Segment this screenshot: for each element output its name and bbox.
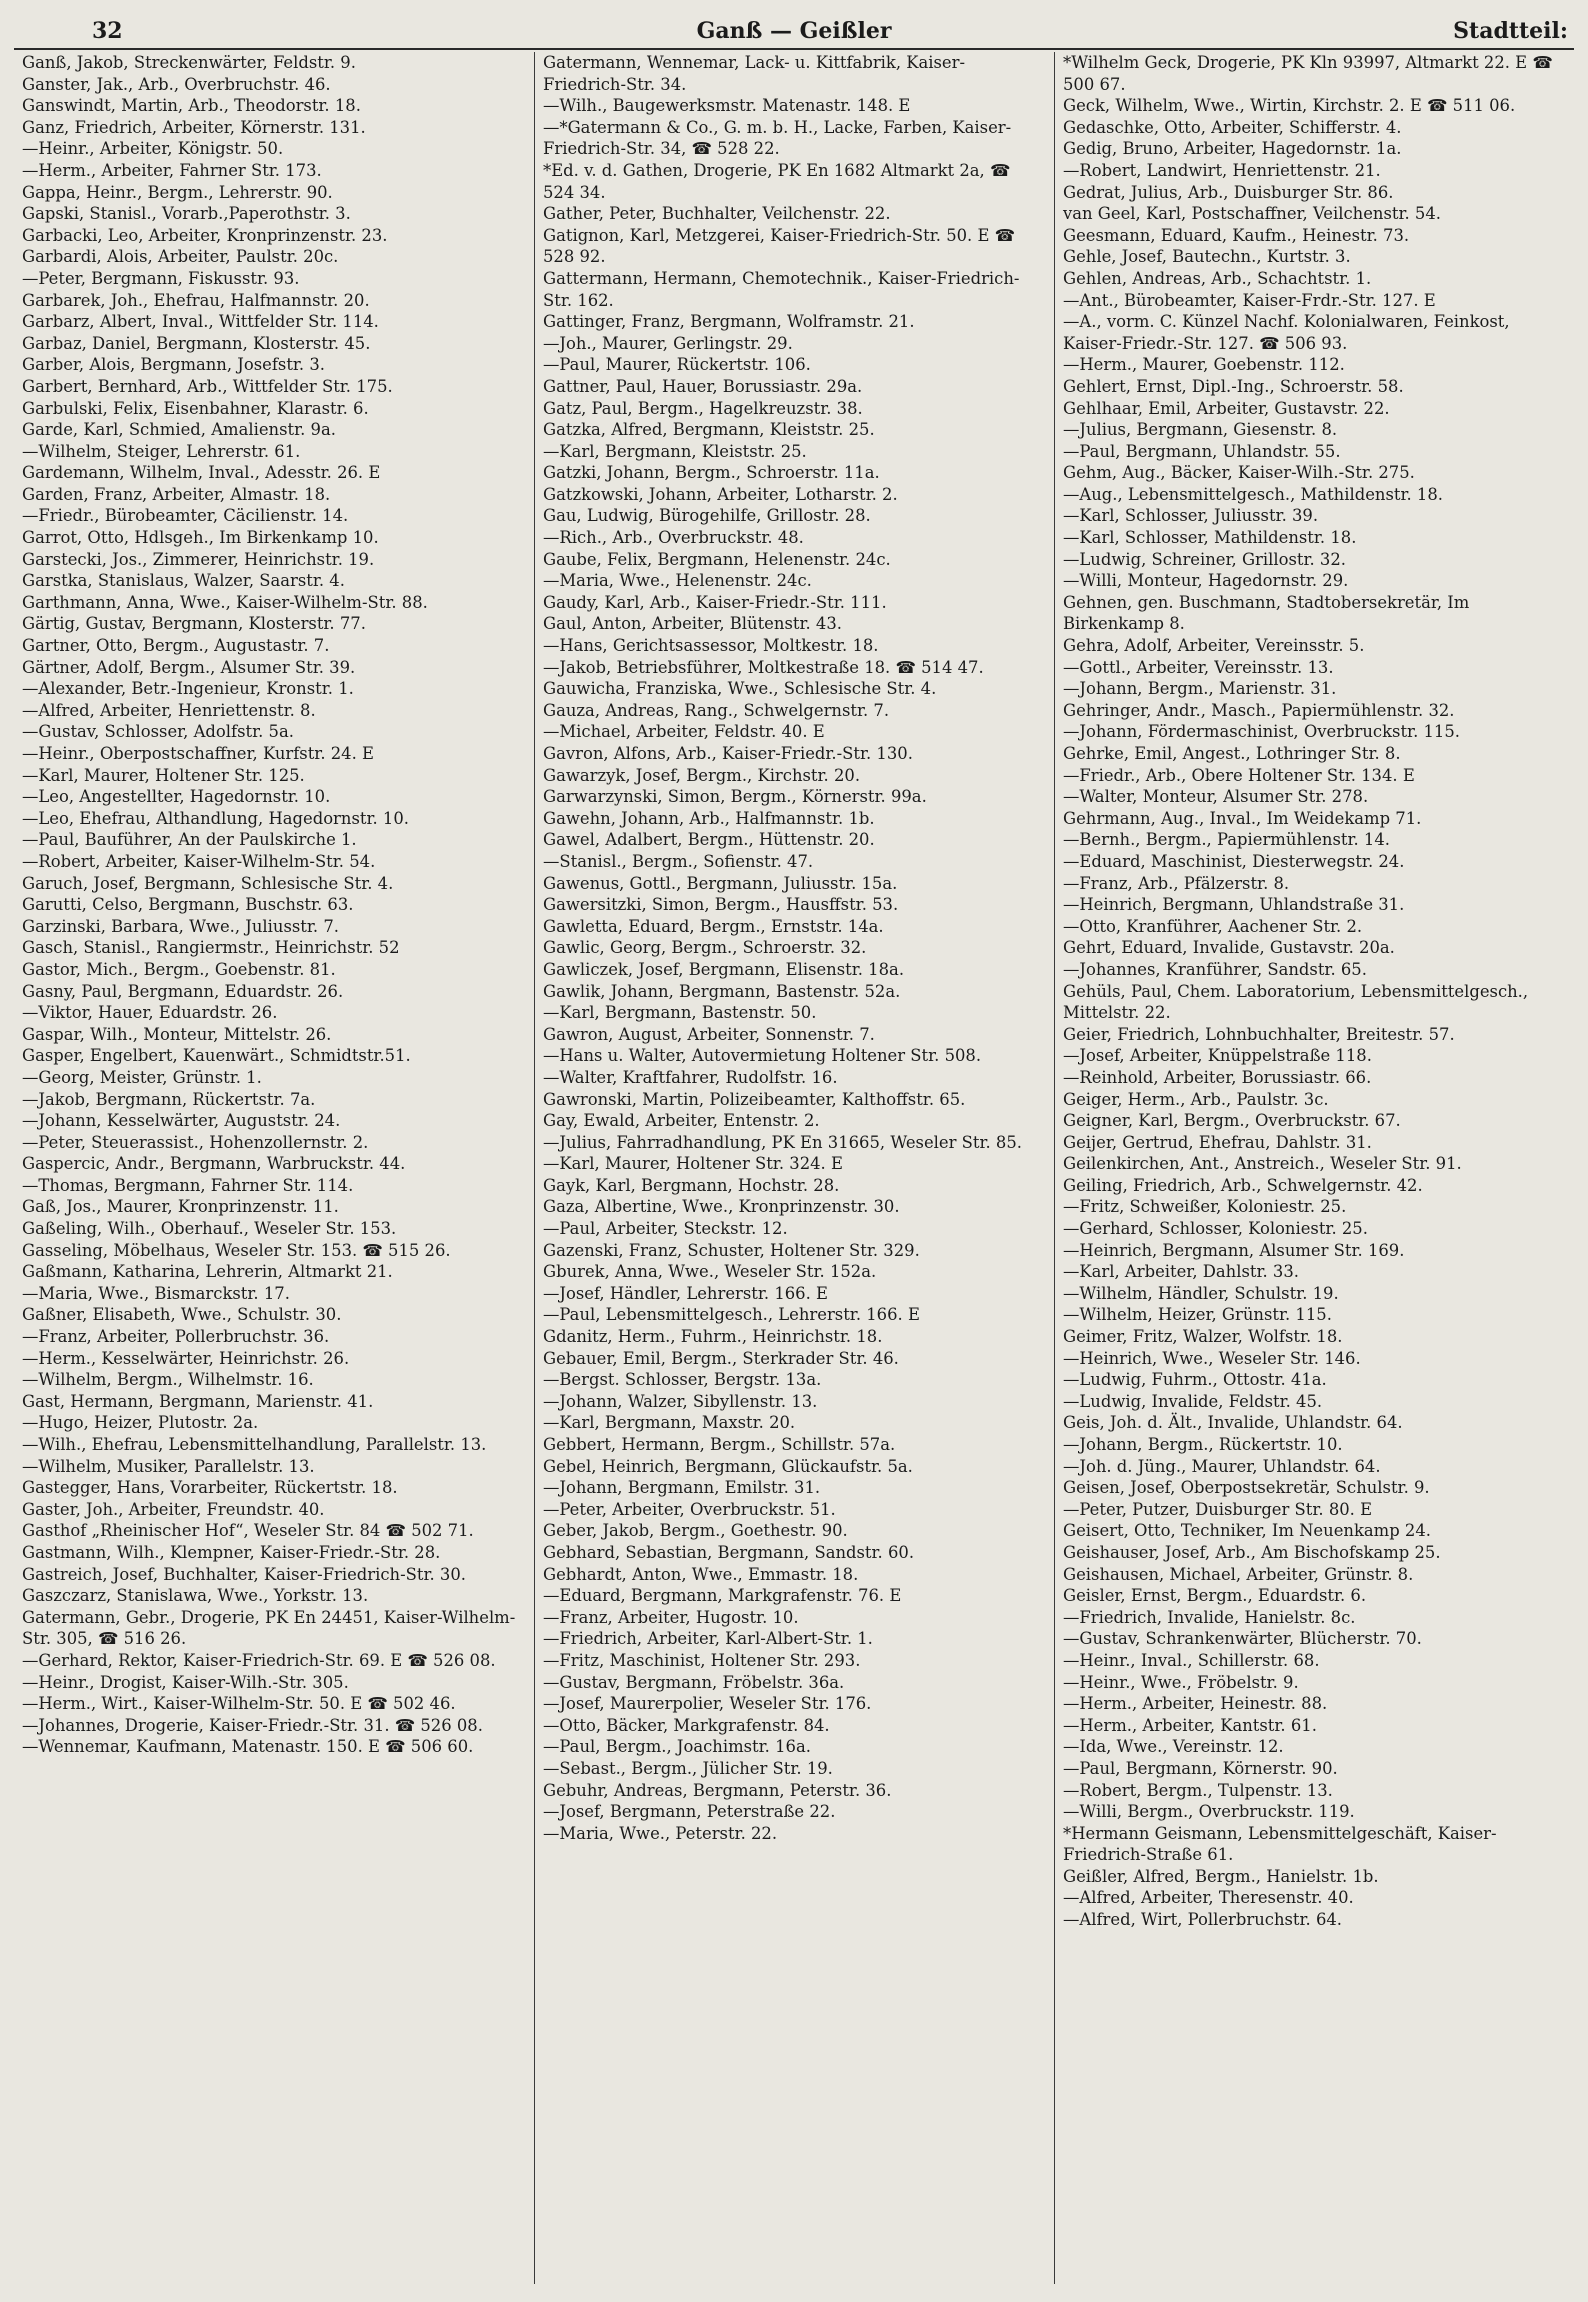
directory-entry: Geishauser, Josef, Arb., Am Bischofskamp 25. [1063, 1542, 1441, 1562]
directory-entry: —Hugo, Heizer, Plutostr. 2a. [22, 1413, 259, 1433]
directory-entry: Gayk, Karl, Bergmann, Hochstr. 28. [543, 1175, 840, 1195]
directory-entry: Gay, Ewald, Arbeiter, Entenstr. 2. [543, 1111, 820, 1131]
directory-entry: —Johann, Kesselwärter, Auguststr. 24. [22, 1111, 341, 1131]
directory-entry: —Alfred, Arbeiter, Henriettenstr. 8. [22, 700, 316, 720]
directory-entry: Gasny, Paul, Bergmann, Eduardstr. 26. [22, 981, 344, 1001]
directory-entry: —Robert, Bergm., Tulpenstr. 13. [1063, 1780, 1333, 1800]
directory-entry: Gatzka, Alfred, Bergmann, Kleiststr. 25. [543, 420, 875, 440]
directory-entry: —Heinr., Arbeiter, Königstr. 50. [22, 139, 284, 159]
directory-entry: —Robert, Landwirt, Henriettenstr. 21. [1063, 160, 1381, 180]
directory-entry: —Paul, Arbeiter, Steckstr. 12. [543, 1219, 788, 1239]
directory-entry: —Sebast., Bergm., Jülicher Str. 19. [543, 1758, 833, 1778]
directory-entry: Geißler, Alfred, Bergm., Hanielstr. 1b. [1063, 1866, 1379, 1886]
directory-columns [14, 52, 1574, 2284]
directory-entry: —Wennemar, Kaufmann, Matenastr. 150. E ☎ 506 60. [22, 1737, 474, 1757]
directory-entry: —Josef, Bergmann, Peterstraße 22. [543, 1802, 836, 1822]
directory-entry: Gawronski, Martin, Polizeibeamter, Kalthoffstr. 65. [543, 1089, 966, 1109]
directory-entry: Gattermann, Hermann, Chemotechnik., Kaiser-Friedrich-Str. 162. [543, 268, 1020, 310]
directory-entry: —Franz, Arbeiter, Pollerbruchstr. 36. [22, 1327, 330, 1347]
directory-entry: —Otto, Kranführer, Aachener Str. 2. [1063, 916, 1363, 936]
directory-entry: Geishausen, Michael, Arbeiter, Grünstr. 8. [1063, 1564, 1414, 1584]
directory-entry: Gaszczarz, Stanislawa, Wwe., Yorkstr. 13. [22, 1586, 369, 1606]
directory-entry: Gehlhaar, Emil, Arbeiter, Gustavstr. 22. [1063, 398, 1390, 418]
directory-entry: —Wilhelm, Händler, Schulstr. 19. [1063, 1283, 1339, 1303]
directory-entry: —Johann, Bergm., Rückertstr. 10. [1063, 1435, 1343, 1454]
directory-entry: —Alfred, Arbeiter, Theresenstr. 40. [1063, 1888, 1354, 1908]
directory-entry: —Leo, Angestellter, Hagedornstr. 10. [22, 787, 331, 807]
directory-entry: —Wilhelm, Heizer, Grünstr. 115. [1063, 1305, 1332, 1325]
directory-entry: —Julius, Fahrradhandlung, PK En 31665, Weseler Str. 85. [543, 1132, 1022, 1152]
directory-entry: Gatzkowski, Johann, Arbeiter, Lotharstr. 2. [543, 484, 898, 504]
directory-entry: Gawarzyk, Josef, Bergm., Kirchstr. 20. [543, 765, 861, 785]
directory-entry: —Heinrich, Bergmann, Alsumer Str. 169. [1063, 1240, 1405, 1260]
directory-entry: —Jakob, Betriebsführer, Moltkestraße 18. ☎ 514 47. [543, 657, 984, 677]
directory-entry: —Peter, Steuerassist., Hohenzollernstr. 2. [22, 1132, 369, 1152]
directory-entry: Gärtner, Adolf, Bergm., Alsumer Str. 39. [22, 657, 356, 677]
directory-entry: Gehrt, Eduard, Invalide, Gustavstr. 20a. [1063, 938, 1395, 958]
directory-entry: —Eduard, Bergmann, Markgrafenstr. 76. E [543, 1586, 902, 1606]
directory-entry: —Ant., Bürobeamter, Kaiser-Frdr.-Str. 127. E [1063, 290, 1436, 310]
directory-entry: —Robert, Arbeiter, Kaiser-Wilhelm-Str. 54. [22, 851, 376, 871]
directory-entry: Gdanitz, Herm., Fuhrm., Heinrichstr. 18. [543, 1327, 883, 1347]
directory-entry: Gaßeling, Wilh., Oberhauf., Weseler Str. 153. [22, 1219, 397, 1239]
directory-entry: —Eduard, Maschinist, Diesterwegstr. 24. [1063, 851, 1405, 871]
directory-entry: Garbert, Bernhard, Arb., Wittfelder Str. 175. [22, 376, 393, 396]
directory-entry: Geisert, Otto, Techniker, Im Neuenkamp 24. [1063, 1521, 1431, 1541]
directory-entry: —Stanisl., Bergm., Sofienstr. 47. [543, 851, 814, 871]
directory-entry: —Maria, Wwe., Peterstr. 22. [543, 1823, 778, 1843]
directory-entry: Garuch, Josef, Bergmann, Schlesische Str. 4. [22, 873, 394, 893]
directory-entry: Gastegger, Hans, Vorarbeiter, Rückertstr. 18. [22, 1478, 398, 1498]
directory-entry: Geilenkirchen, Ant., Anstreich., Weseler Str. 91. [1063, 1154, 1462, 1174]
directory-entry: Gasthof „Rheinischer Hof“, Weseler Str. 84 ☎ 502 71. [22, 1521, 474, 1541]
directory-entry: Gartner, Otto, Bergm., Augustastr. 7. [22, 636, 330, 656]
directory-entry: —Karl, Schlosser, Juliusstr. 39. [1063, 506, 1319, 526]
directory-entry: Garbardi, Alois, Arbeiter, Paulstr. 20c. [22, 247, 339, 267]
directory-entry: —Alexander, Betr.-Ingenieur, Kronstr. 1. [22, 679, 354, 699]
directory-entry: Gedaschke, Otto, Arbeiter, Schifferstr. 4. [1063, 117, 1402, 137]
directory-entry: —Paul, Bergmann, Körnerstr. 90. [1063, 1758, 1338, 1778]
directory-entry: —Karl, Schlosser, Mathildenstr. 18. [1063, 528, 1357, 548]
directory-entry: —Karl, Arbeiter, Dahlstr. 33. [1063, 1262, 1299, 1282]
directory-entry: Garbacki, Leo, Arbeiter, Kronprinzenstr. 23. [22, 225, 388, 245]
directory-entry: Geijer, Gertrud, Ehefrau, Dahlstr. 31. [1063, 1132, 1372, 1152]
directory-entry: —Karl, Bergmann, Kleiststr. 25. [543, 441, 807, 461]
directory-entry: —Heinr., Inval., Schillerstr. 68. [1063, 1650, 1320, 1670]
directory-entry: Gaster, Joh., Arbeiter, Freundstr. 40. [22, 1499, 325, 1519]
directory-entry: Gawron, August, Arbeiter, Sonnenstr. 7. [543, 1024, 875, 1044]
directory-entry: —Gerhard, Rektor, Kaiser-Friedrich-Str. 69. E ☎ 526 08. [22, 1650, 496, 1670]
directory-entry: Gburek, Anna, Wwe., Weseler Str. 152a. [543, 1262, 877, 1282]
directory-entry: Gatzki, Johann, Bergm., Schroerstr. 11a. [543, 463, 880, 483]
directory-entry: —Ludwig, Fuhrm., Ottostr. 41a. [1063, 1370, 1327, 1390]
directory-entry: —Karl, Bergmann, Maxstr. 20. [543, 1413, 796, 1433]
directory-entry: Gehle, Josef, Bautechn., Kurtstr. 3. [1063, 247, 1351, 267]
directory-entry: —Fritz, Schweißer, Koloniestr. 25. [1063, 1197, 1347, 1217]
directory-entry: Geisler, Ernst, Bergm., Eduardstr. 6. [1063, 1586, 1367, 1606]
directory-entry: Gawliczek, Josef, Bergmann, Elisenstr. 18a. [543, 959, 905, 979]
directory-entry: —Herm., Kesselwärter, Heinrichstr. 26. [22, 1348, 350, 1368]
directory-entry: Garstecki, Jos., Zimmerer, Heinrichstr. 19. [22, 549, 375, 569]
directory-entry: Gedig, Bruno, Arbeiter, Hagedornstr. 1a. [1063, 139, 1402, 159]
directory-entry: —A., vorm. C. Künzel Nachf. Kolonialwaren, Feinkost, Kaiser-Friedr.-Str. 127. ☎ 506 93. [1063, 312, 1515, 353]
directory-entry: —Paul, Lebensmittelgesch., Lehrerstr. 166. E [543, 1305, 920, 1325]
directory-entry: Gawel, Adalbert, Bergm., Hüttenstr. 20. [543, 830, 875, 850]
directory-entry: Garbarz, Albert, Inval., Wittfelder Str. 114. [22, 312, 379, 332]
directory-entry: Geber, Jakob, Bergm., Goethestr. 90. [543, 1521, 848, 1541]
directory-entry: —Willi, Monteur, Hagedornstr. 29. [1063, 571, 1349, 591]
directory-entry: Gather, Peter, Buchhalter, Veilchenstr. 22. [543, 204, 891, 224]
directory-entry: Gawlic, Georg, Bergm., Schroerstr. 32. [543, 938, 867, 958]
directory-entry: Gawenus, Gottl., Bergmann, Juliusstr. 15a. [543, 873, 898, 893]
directory-entry: Gebbert, Hermann, Bergm., Schillstr. 57a. [543, 1435, 896, 1454]
directory-entry: Gaza, Albertine, Wwe., Kronprinzenstr. 30. [543, 1197, 900, 1217]
directory-entry: Gau, Ludwig, Bürogehilfe, Grillostr. 28. [543, 506, 871, 526]
directory-entry: —Johann, Bergmann, Emilstr. 31. [543, 1478, 821, 1498]
directory-entry: —Karl, Bergmann, Bastenstr. 50. [543, 1003, 817, 1023]
directory-entry: —Hans u. Walter, Autovermietung Holtener Str. 508. [543, 1046, 982, 1066]
directory-entry: Gastmann, Wilh., Klempner, Kaiser-Friedr.-Str. 28. [22, 1542, 441, 1562]
directory-entry: —Heinrich, Bergmann, Uhlandstraße 31. [1063, 895, 1405, 915]
directory-entry: —*Gatermann & Co., G. m. b. H., Lacke, Farben, Kaiser-Friedrich-Str. 34, ☎ 528 22. [543, 117, 1012, 159]
directory-entry: Gatignon, Karl, Metzgerei, Kaiser-Friedrich-Str. 50. E ☎ 528 92. [543, 225, 1021, 267]
directory-entry: Geisen, Josef, Oberpostsekretär, Schulstr. 9. [1063, 1478, 1430, 1498]
directory-entry: —Bergst. Schlosser, Bergstr. 13a. [543, 1370, 822, 1390]
directory-entry: —Josef, Maurerpolier, Weseler Str. 176. [543, 1694, 872, 1714]
directory-entry: Geimer, Fritz, Walzer, Wolfstr. 18. [1063, 1327, 1343, 1347]
directory-entry: —Thomas, Bergmann, Fahrner Str. 114. [22, 1175, 354, 1195]
directory-entry: —Fritz, Maschinist, Holtener Str. 293. [543, 1650, 861, 1670]
directory-entry: Gastreich, Josef, Buchhalter, Kaiser-Friedrich-Str. 30. [22, 1564, 466, 1584]
directory-entry: Garbarek, Joh., Ehefrau, Halfmannstr. 20. [22, 290, 370, 310]
directory-entry: Gatermann, Gebr., Drogerie, PK En 24451, Kaiser-Wilhelm-Str. 305, ☎ 516 26. [22, 1607, 516, 1649]
directory-entry: Gawlik, Johann, Bergmann, Bastenstr. 52a. [543, 981, 901, 1001]
directory-entry: —Paul, Bergm., Joachimstr. 16a. [543, 1737, 811, 1757]
directory-entry: —Georg, Meister, Grünstr. 1. [22, 1067, 262, 1087]
directory-entry: Ganswindt, Martin, Arb., Theodorstr. 18. [22, 96, 361, 116]
directory-entry: Gazenski, Franz, Schuster, Holtener Str. 329. [543, 1240, 920, 1260]
directory-entry: —Alfred, Wirt, Pollerbruchstr. 64. [1063, 1910, 1343, 1930]
directory-entry: —Reinhold, Arbeiter, Borussiastr. 66. [1063, 1067, 1372, 1087]
directory-entry: Gehm, Aug., Bäcker, Kaiser-Wilh.-Str. 275. [1063, 463, 1415, 483]
directory-entry: —Maria, Wwe., Helenenstr. 24c. [543, 571, 812, 591]
directory-entry: Gaßmann, Katharina, Lehrerin, Altmarkt 21. [22, 1262, 393, 1282]
directory-entry: —Josef, Händler, Lehrerstr. 166. E [543, 1283, 828, 1303]
directory-entry: Gebel, Heinrich, Bergmann, Glückaufstr. 5a. [543, 1456, 913, 1476]
directory-entry: Geigner, Karl, Bergm., Overbruckstr. 67. [1063, 1111, 1401, 1131]
directory-entry: —Wilh., Ehefrau, Lebensmittelhandlung, Parallelstr. 13. [22, 1435, 487, 1454]
directory-entry: —Karl, Maurer, Holtener Str. 324. E [543, 1154, 843, 1174]
directory-column-middle [534, 52, 1054, 2284]
directory-entry: —Gustav, Schlosser, Adolfstr. 5a. [22, 722, 294, 742]
directory-entry: Gehlert, Ernst, Dipl.-Ing., Schroerstr. 58. [1063, 376, 1404, 396]
directory-entry: van Geel, Karl, Postschaffner, Veilchenstr. 54. [1063, 204, 1441, 224]
directory-entry: —Herm., Arbeiter, Kantstr. 61. [1063, 1715, 1317, 1735]
directory-entry: —Otto, Bäcker, Markgrafenstr. 84. [543, 1715, 830, 1735]
directory-entry: *Hermann Geismann, Lebensmittelgeschäft, Kaiser-Friedrich-Straße 61. [1063, 1823, 1497, 1865]
directory-entry: Gedrat, Julius, Arb., Duisburger Str. 86. [1063, 182, 1394, 202]
directory-entry: Garthmann, Anna, Wwe., Kaiser-Wilhelm-Str. 88. [22, 592, 428, 612]
directory-entry: Gaßner, Elisabeth, Wwe., Schulstr. 30. [22, 1305, 342, 1325]
directory-entry: —Herm., Maurer, Goebenstr. 112. [1063, 355, 1345, 375]
directory-entry: —Johannes, Kranführer, Sandstr. 65. [1063, 959, 1367, 979]
directory-entry: Geiling, Friedrich, Arb., Schwelgernstr. 42. [1063, 1175, 1423, 1195]
directory-entry: Garden, Franz, Arbeiter, Almastr. 18. [22, 484, 331, 504]
directory-entry: Gasseling, Möbelhaus, Weseler Str. 153. ☎ 515 26. [22, 1240, 451, 1260]
directory-entry: —Heinr., Drogist, Kaiser-Wilh.-Str. 305. [22, 1672, 349, 1692]
directory-entry: —Heinr., Wwe., Fröbelstr. 9. [1063, 1672, 1299, 1692]
directory-entry: —Wilhelm, Musiker, Parallelstr. 13. [22, 1456, 315, 1476]
page-number: 32 [92, 18, 123, 44]
directory-entry: —Willi, Bergm., Overbruckstr. 119. [1063, 1802, 1355, 1822]
directory-entry: —Peter, Bergmann, Fiskusstr. 93. [22, 268, 300, 288]
directory-entry: Gawletta, Eduard, Bergm., Ernststr. 14a. [543, 916, 884, 936]
directory-entry: —Paul, Bauführer, An der Paulskirche 1. [22, 830, 357, 850]
directory-entry: Garutti, Celso, Bergmann, Buschstr. 63. [22, 895, 354, 915]
directory-entry: Geck, Wilhelm, Wwe., Wirtin, Kirchstr. 2. E ☎ 511 06. [1063, 96, 1516, 116]
directory-entry: *Ed. v. d. Gathen, Drogerie, PK En 1682 Altmarkt 2a, ☎ 524 34. [543, 160, 1016, 202]
directory-entry: —Friedr., Arb., Obere Holtener Str. 134. E [1063, 765, 1415, 785]
directory-entry: —Paul, Maurer, Rückertstr. 106. [543, 355, 811, 375]
directory-entry: —Aug., Lebensmittelgesch., Mathildenstr. 18. [1063, 484, 1443, 504]
directory-entry: —Ludwig, Invalide, Feldstr. 45. [1063, 1391, 1323, 1411]
directory-entry: Gapski, Stanisl., Vorarb.,Paperothstr. 3. [22, 204, 351, 224]
directory-entry: —Ludwig, Schreiner, Grillostr. 32. [1063, 549, 1347, 569]
directory-entry: Gaube, Felix, Bergmann, Helenenstr. 24c. [543, 549, 891, 569]
directory-entry: —Wilhelm, Bergm., Wilhelmstr. 16. [22, 1370, 314, 1390]
directory-entry: Gatz, Paul, Bergm., Hagelkreuzstr. 38. [543, 398, 863, 418]
directory-entry: Gehra, Adolf, Arbeiter, Vereinsstr. 5. [1063, 636, 1365, 656]
directory-entry: —Michael, Arbeiter, Feldstr. 40. E [543, 722, 825, 742]
page-header [14, 14, 1574, 50]
directory-entry: Gehlen, Andreas, Arb., Schachtstr. 1. [1063, 268, 1372, 288]
directory-entry: —Julius, Bergmann, Giesenstr. 8. [1063, 420, 1338, 440]
directory-entry: —Wilh., Baugewerksmstr. Matenastr. 148. E [543, 96, 911, 116]
directory-entry: Gaß, Jos., Maurer, Kronprinzenstr. 11. [22, 1197, 339, 1217]
directory-entry: Gehrmann, Aug., Inval., Im Weidekamp 71. [1063, 808, 1422, 828]
directory-entry: Gasper, Engelbert, Kauenwärt., Schmidtstr.51. [22, 1046, 411, 1066]
directory-entry: Garbulski, Felix, Eisenbahner, Klarastr. 6. [22, 398, 369, 418]
directory-entry: Gaul, Anton, Arbeiter, Blütenstr. 43. [543, 614, 842, 634]
directory-entry: Gaspar, Wilh., Monteur, Mittelstr. 26. [22, 1024, 332, 1044]
directory-entry: Geiger, Herm., Arb., Paulstr. 3c. [1063, 1089, 1329, 1109]
directory-entry: —Johann, Bergm., Marienstr. 31. [1063, 679, 1337, 699]
directory-entry: —Leo, Ehefrau, Althandlung, Hagedornstr. 10. [22, 808, 409, 828]
directory-entry: Gebauer, Emil, Bergm., Sterkrader Str. 46. [543, 1348, 899, 1368]
directory-entry: —Walter, Monteur, Alsumer Str. 278. [1063, 787, 1369, 807]
directory-entry: —Jakob, Bergmann, Rückertstr. 7a. [22, 1089, 316, 1109]
directory-entry: *Wilhelm Geck, Drogerie, PK Kln 93997, Altmarkt 22. E ☎ 500 67. [1063, 53, 1558, 94]
directory-column-right [1054, 52, 1574, 2284]
directory-entry: Gardemann, Wilhelm, Inval., Adesstr. 26. E [22, 463, 381, 483]
directory-entry: Gehnen, gen. Buschmann, Stadtobersekretär, Im Birkenkamp 8. [1063, 592, 1475, 634]
directory-entry: —Gerhard, Schlosser, Koloniestr. 25. [1063, 1219, 1368, 1239]
directory-entry: Geier, Friedrich, Lohnbuchhalter, Breitestr. 57. [1063, 1024, 1455, 1044]
directory-entry: —Hans, Gerichtsassessor, Moltkestr. 18. [543, 636, 879, 656]
directory-entry: Gaspercic, Andr., Bergmann, Warbruckstr. 44. [22, 1154, 406, 1174]
directory-entry: Ganster, Jak., Arb., Overbruchstr. 46. [22, 74, 331, 94]
directory-entry: —Friedrich, Invalide, Hanielstr. 8c. [1063, 1607, 1356, 1627]
directory-entry: Gawersitzki, Simon, Bergm., Hausffstr. 53. [543, 895, 899, 915]
directory-entry: —Herm., Arbeiter, Fahrner Str. 173. [22, 160, 322, 180]
directory-entry: —Heinr., Oberpostschaffner, Kurfstr. 24. E [22, 744, 374, 763]
directory-entry: —Rich., Arb., Overbruckstr. 48. [543, 528, 804, 548]
directory-entry: —Johann, Walzer, Sibyllenstr. 13. [543, 1391, 818, 1411]
directory-entry: —Franz, Arb., Pfälzerstr. 8. [1063, 873, 1290, 893]
directory-entry: Gappa, Heinr., Bergm., Lehrerstr. 90. [22, 182, 333, 202]
directory-entry: Gauwicha, Franziska, Wwe., Schlesische Str. 4. [543, 679, 937, 699]
directory-entry: —Bernh., Bergm., Papiermühlenstr. 14. [1063, 830, 1390, 850]
directory-entry: —Friedrich, Arbeiter, Karl-Albert-Str. 1. [543, 1629, 873, 1649]
directory-entry: —Johannes, Drogerie, Kaiser-Friedr.-Str. 31. ☎ 526 08. [22, 1715, 483, 1735]
directory-entry: —Gustav, Bergmann, Fröbelstr. 36a. [543, 1672, 845, 1692]
directory-entry: Gebuhr, Andreas, Bergmann, Peterstr. 36. [543, 1780, 892, 1800]
directory-entry: Ganz, Friedrich, Arbeiter, Körnerstr. 131. [22, 117, 366, 137]
directory-entry: Gehringer, Andr., Masch., Papiermühlenstr. 32. [1063, 700, 1455, 720]
directory-entry: —Josef, Arbeiter, Knüppelstraße 118. [1063, 1046, 1372, 1066]
directory-entry: —Peter, Arbeiter, Overbruckstr. 51. [543, 1499, 836, 1519]
directory-entry: —Maria, Wwe., Bismarckstr. 17. [22, 1283, 290, 1303]
directory-entry: Garrot, Otto, Hdlsgeh., Im Birkenkamp 10. [22, 528, 379, 548]
directory-entry: —Johann, Fördermaschinist, Overbruckstr. 115. [1063, 722, 1460, 742]
directory-entry: —Viktor, Hauer, Eduardstr. 26. [22, 1003, 278, 1023]
directory-entry: Gattner, Paul, Hauer, Borussiastr. 29a. [543, 376, 863, 396]
directory-entry: Garbaz, Daniel, Bergmann, Klosterstr. 45. [22, 333, 371, 353]
directory-entry: Gebhardt, Anton, Wwe., Emmastr. 18. [543, 1564, 859, 1584]
directory-entry: —Herm., Arbeiter, Heinestr. 88. [1063, 1694, 1328, 1714]
directory-column-left [14, 52, 534, 2284]
directory-entry: Garwarzynski, Simon, Bergm., Körnerstr. 99a. [543, 787, 927, 807]
directory-entry: —Joh., Maurer, Gerlingstr. 29. [543, 333, 793, 353]
directory-entry: Garber, Alois, Bergmann, Josefstr. 3. [22, 355, 325, 375]
page-title: Ganß — Geißler [696, 18, 892, 44]
directory-entry: Garzinski, Barbara, Wwe., Juliusstr. 7. [22, 916, 339, 936]
directory-entry: —Heinrich, Wwe., Weseler Str. 146. [1063, 1348, 1361, 1368]
directory-entry: —Wilhelm, Steiger, Lehrerstr. 61. [22, 441, 301, 461]
directory-entry: Garstka, Stanislaus, Walzer, Saarstr. 4. [22, 571, 345, 591]
directory-entry: —Joh. d. Jüng., Maurer, Uhlandstr. 64. [1063, 1456, 1381, 1476]
directory-entry: —Friedr., Bürobeamter, Cäcilienstr. 14. [22, 506, 349, 526]
directory-entry: Ganß, Jakob, Streckenwärter, Feldstr. 9. [22, 53, 356, 72]
directory-entry: Gatermann, Wennemar, Lack- u. Kittfabrik, Kaiser-Friedrich-Str. 34. [543, 53, 965, 94]
directory-entry: Gauza, Andreas, Rang., Schwelgernstr. 7. [543, 700, 890, 720]
directory-entry: Gehüls, Paul, Chem. Laboratorium, Lebensmittelgesch., Mittelstr. 22. [1063, 981, 1534, 1023]
directory-entry: Gastor, Mich., Bergm., Goebenstr. 81. [22, 959, 336, 979]
directory-entry: Gavron, Alfons, Arb., Kaiser-Friedr.-Str. 130. [543, 744, 913, 763]
directory-entry: —Peter, Putzer, Duisburger Str. 80. E [1063, 1499, 1373, 1519]
directory-entry: Garde, Karl, Schmied, Amalienstr. 9a. [22, 420, 336, 440]
directory-entry: Gaudy, Karl, Arb., Kaiser-Friedr.-Str. 111. [543, 592, 887, 612]
directory-entry: —Gustav, Schrankenwärter, Blücherstr. 70. [1063, 1629, 1422, 1649]
directory-entry: Gawehn, Johann, Arb., Halfmannstr. 1b. [543, 808, 875, 828]
directory-entry: Geis, Joh. d. Ält., Invalide, Uhlandstr. 64. [1063, 1413, 1403, 1433]
directory-entry: —Franz, Arbeiter, Hugostr. 10. [543, 1607, 799, 1627]
directory-entry: —Paul, Bergmann, Uhlandstr. 55. [1063, 441, 1341, 461]
directory-entry: —Herm., Wirt., Kaiser-Wilhelm-Str. 50. E ☎ 502 46. [22, 1694, 456, 1714]
directory-entry: Gattinger, Franz, Bergmann, Wolframstr. 21. [543, 312, 915, 332]
directory-entry: Gast, Hermann, Bergmann, Marienstr. 41. [22, 1391, 374, 1411]
directory-entry: —Karl, Maurer, Holtener Str. 125. [22, 765, 305, 785]
directory-entry: Gärtig, Gustav, Bergmann, Klosterstr. 77. [22, 614, 366, 634]
directory-entry: Geesmann, Eduard, Kaufm., Heinestr. 73. [1063, 225, 1410, 245]
directory-entry: —Gottl., Arbeiter, Vereinsstr. 13. [1063, 657, 1334, 677]
directory-entry: —Ida, Wwe., Vereinstr. 12. [1063, 1737, 1284, 1757]
directory-entry: —Walter, Kraftfahrer, Rudolfstr. 16. [543, 1067, 838, 1087]
directory-entry: Gebhard, Sebastian, Bergmann, Sandstr. 60. [543, 1542, 915, 1562]
district-label: Stadtteil: [1453, 18, 1568, 44]
directory-entry: Gasch, Stanisl., Rangiermstr., Heinrichstr. 52 [22, 938, 400, 958]
directory-entry: Gehrke, Emil, Angest., Lothringer Str. 8. [1063, 744, 1401, 763]
